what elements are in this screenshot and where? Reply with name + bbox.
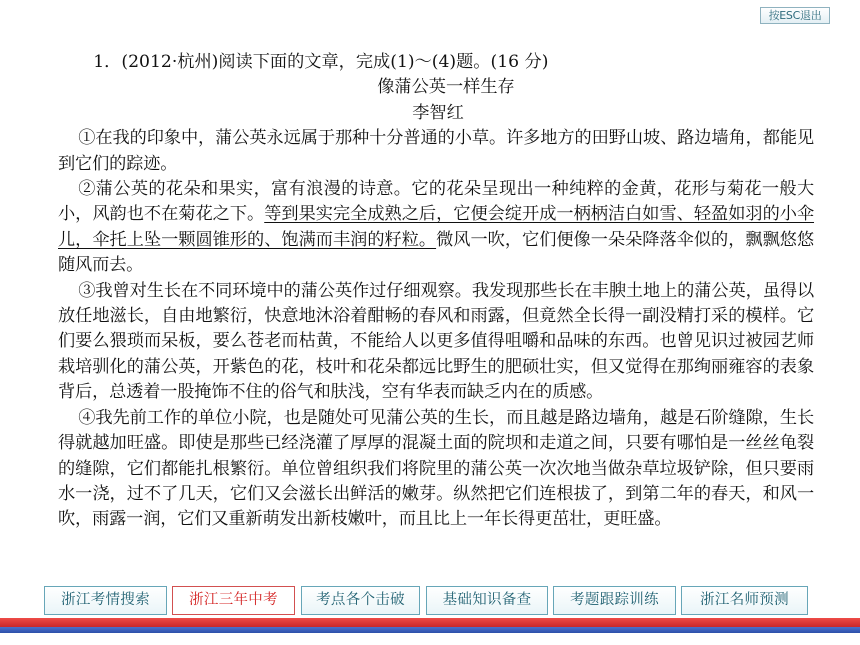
paragraph-4: ④我先前工作的单位小院，也是随处可见蒲公英的生长，而且越是路边墙角，越是石阶缝隙，生长得就越加旺盛。即使是那些已经浇灌了厚厚的混凝土面的院坝和走道之间，只要有哪怕是一丝丝龟裂的缝隙，它们都能扎根繁衍。单位曾组织我们将院里的蒲公英一次次地当做杂草垃圾铲除，但只要雨水一浇，过不了几天，它们又会滋长出鲜活的嫩芽。纵然把它们连根拔了，到第二年的春天，和风一吹，雨露一润，它们又重新萌发出新枝嫩叶，而且比上一年长得更茁壮，更旺盛。 — [58, 407, 814, 530]
paragraph-2 — [58, 177, 814, 279]
tab-zhejiang-three-year-exams[interactable]: 浙江三年中考 — [172, 586, 295, 615]
bottom-red-stripe — [0, 618, 860, 627]
paragraph-3: ③我曾对生长在不同环境中的蒲公英作过仔细观察。我发现那些长在丰腴土地上的蒲公英，虽得以放任地滋长，自由地繁衍，快意地沐浴着酣畅的春风和雨露，但竟然全长得一副没精打采的模样。它们要么猥琐而呆板，要么苍老而枯黄，不能给人以更多值得咀嚼和品味的东西。也曾见识过被园艺师栽培驯化的蒲公英，开紫色的花，枝叶和花朵都远比野生的肥硕壮实，但又觉得在那绚丽雍容的表象背后，总透着一股掩饰不住的俗气和肤浅，空有华表而缺乏内在的质感。 — [58, 280, 814, 403]
bottom-navigation — [44, 586, 814, 615]
tab-zhejiang-exam-search[interactable]: 浙江考情搜索 — [44, 586, 167, 615]
passage-author: 李智红 — [412, 102, 464, 123]
paragraph-1: ①在我的印象中，蒲公英永远属于那种十分普通的小草。许多地方的田野山坡、路边墙角，都能见到它们的踪迹。 — [58, 128, 814, 174]
tab-basic-knowledge[interactable]: 基础知识备查 — [426, 586, 548, 615]
underlined-sentence: 等到果实完全成熟之后，它便会绽开成一柄柄洁白如雪、轻盈如羽的小伞儿，伞托上坠一颗圆锥形的、饱满而丰润的籽粒。 — [58, 204, 815, 250]
bottom-blue-stripe — [0, 627, 860, 633]
question-heading: 1．(2012·杭州)阅读下面的文章，完成(1)～(4)题。(16 分) — [93, 52, 549, 72]
reading-passage — [58, 50, 814, 533]
exit-escape-button[interactable]: 按ESC退出 — [760, 7, 830, 24]
passage-title: 像蒲公英一样生存 — [377, 77, 515, 98]
tab-exam-practice[interactable]: 考题跟踪训练 — [553, 586, 676, 615]
paragraph-2-text-before: ②蒲公英的花朵和果实，富有浪漫的诗意。它的花朵呈现出一种纯粹的金黄，花形与菊花一般大小，风韵也不在菊花之下。 — [58, 179, 814, 225]
tab-teacher-predictions[interactable]: 浙江名师预测 — [681, 586, 808, 615]
paragraph-2-text-after: 微风一吹，它们便像一朵朵降落伞似的，飘飘悠悠随风而去。 — [58, 229, 815, 276]
tab-key-points[interactable]: 考点各个击破 — [301, 586, 420, 615]
